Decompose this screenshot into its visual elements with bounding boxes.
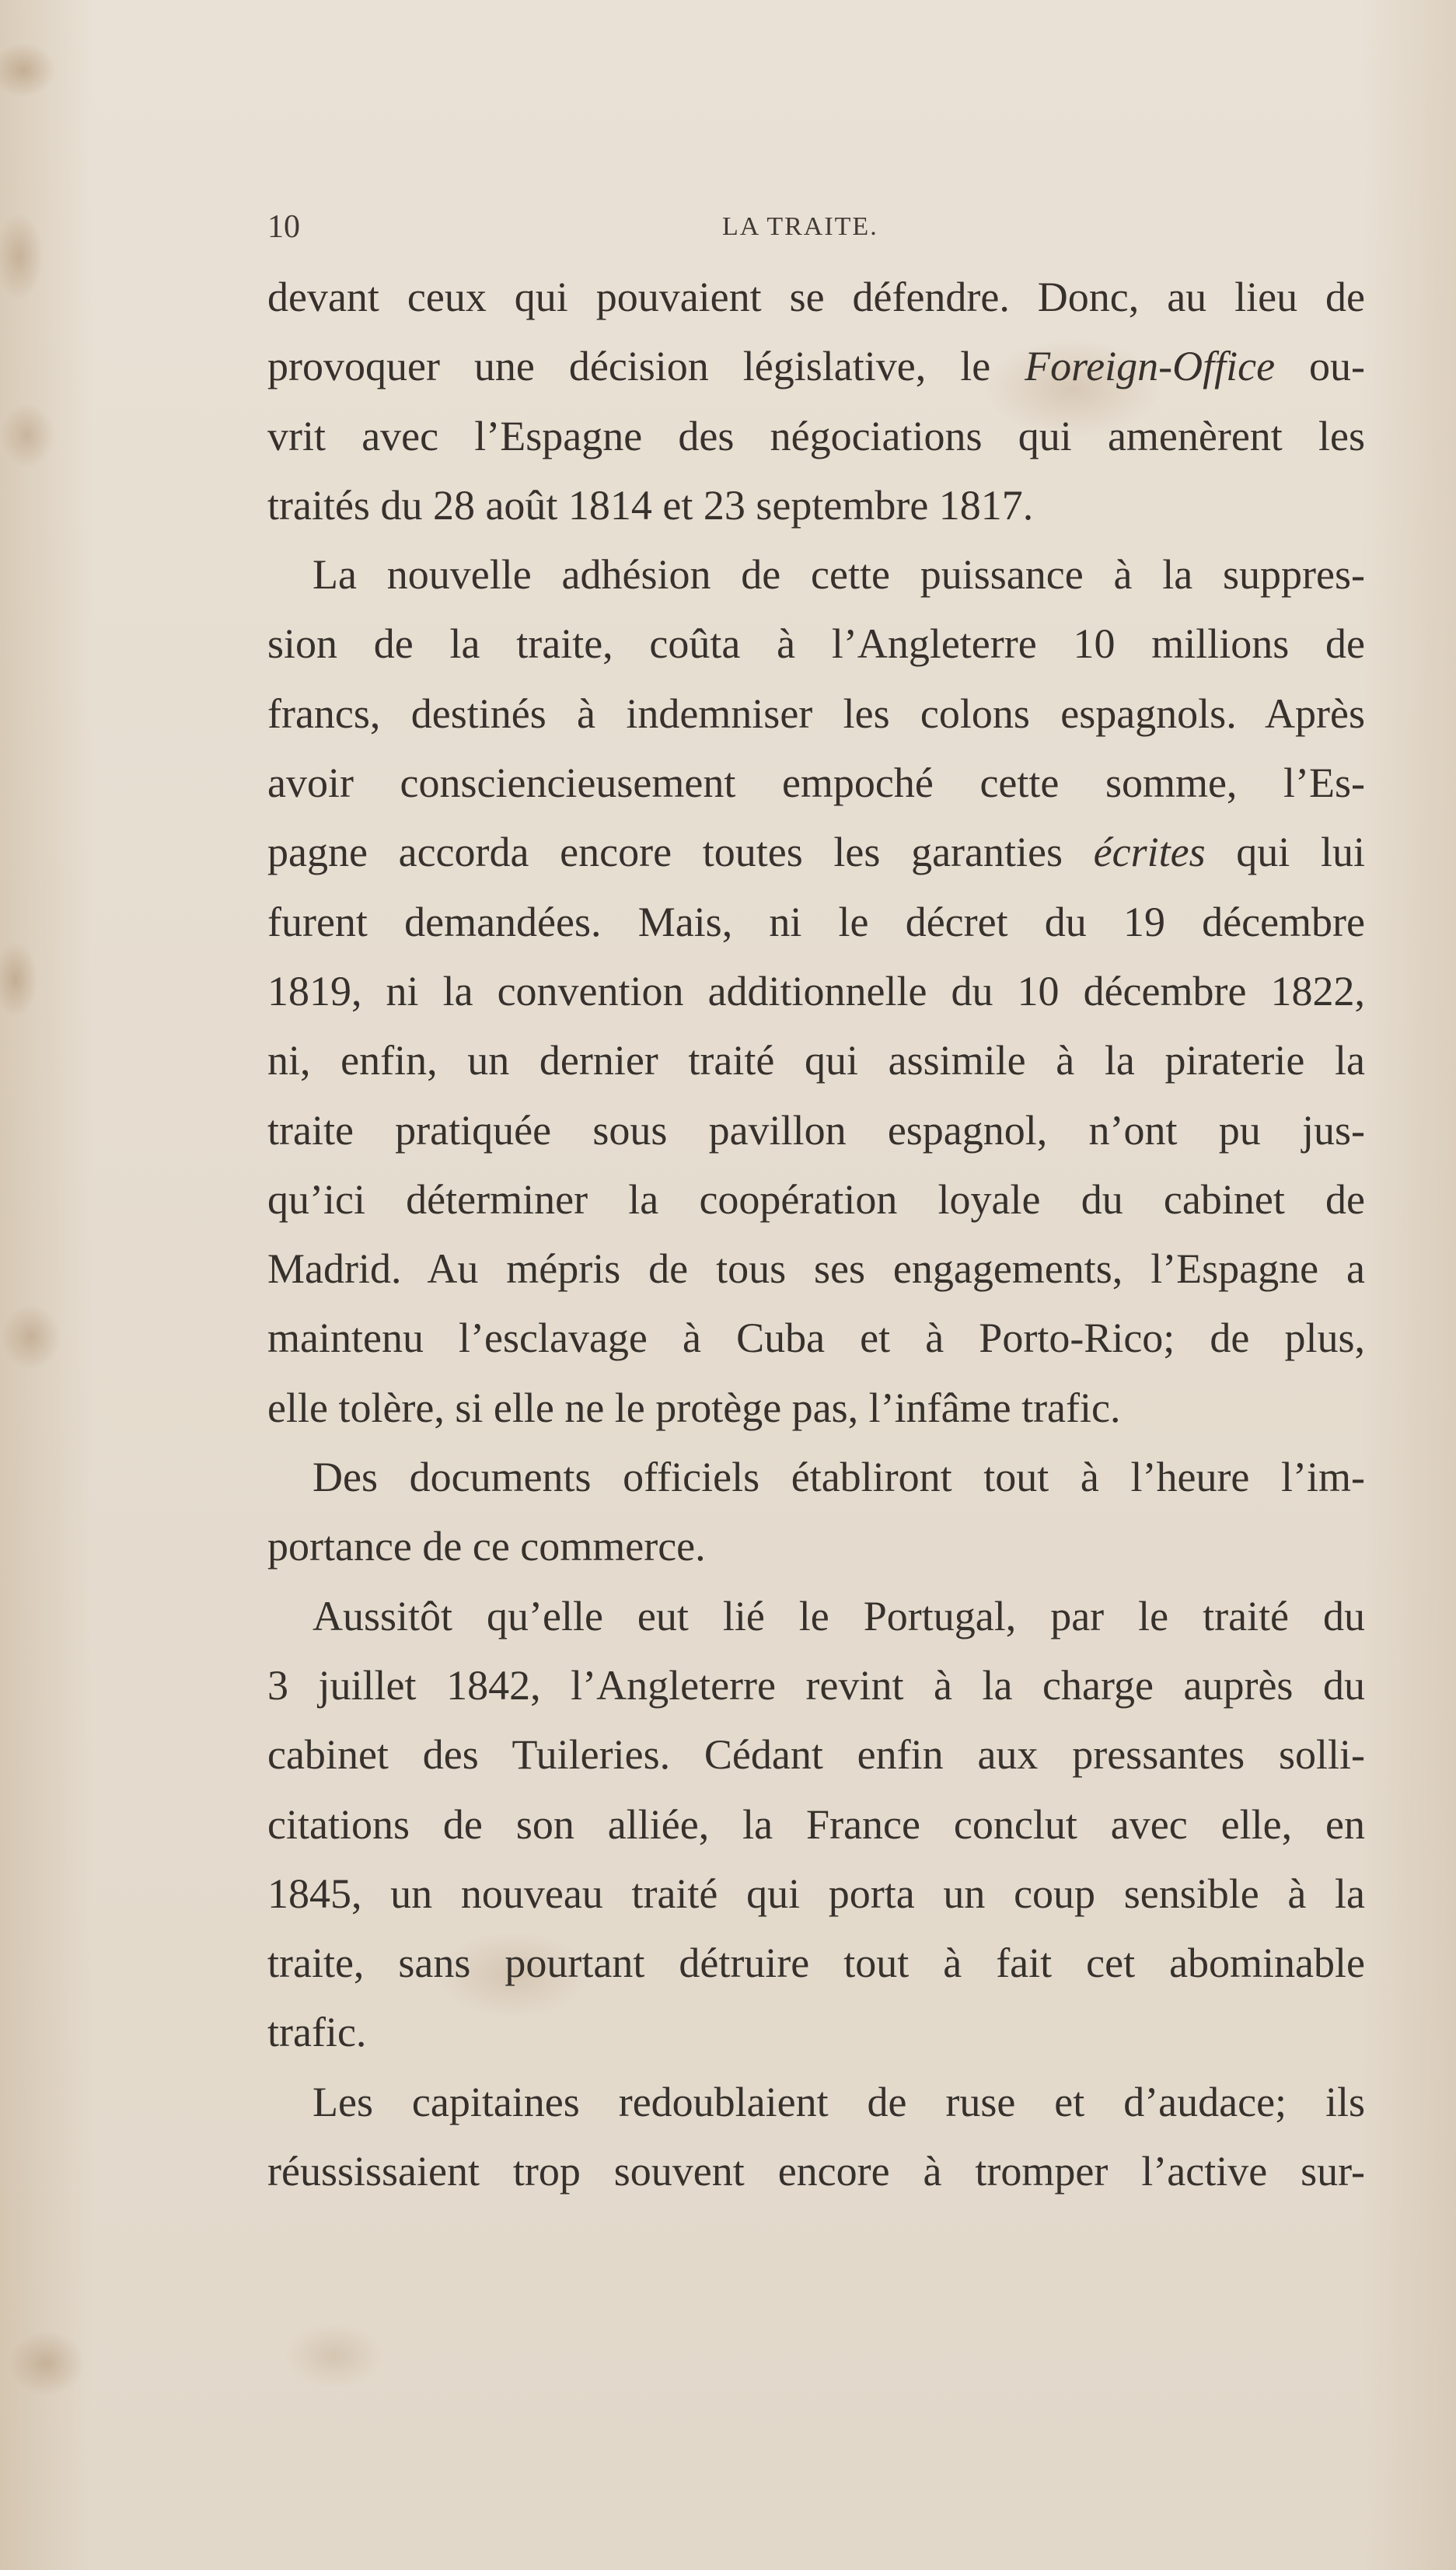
page-number: 10 xyxy=(267,209,300,245)
text-line: sion de la traite, coûta à l’Angleterre 10 millions de xyxy=(267,620,1365,668)
italic-term: écrites xyxy=(1093,829,1206,876)
text-line: Madrid. Au mépris de tous ses engagements, l’Espagne a xyxy=(267,1245,1365,1293)
text-segment: ou- xyxy=(1275,343,1365,390)
text-line: Aussitôt qu’elle eut lié le Portugal, par le traité du xyxy=(312,1592,1365,1639)
text-line: portance de ce commerce. xyxy=(267,1523,706,1570)
text-line: Des documents officiels établiront tout à l’heure l’im- xyxy=(312,1454,1365,1501)
text-line: réussissaient trop souvent encore à tromper l’active sur- xyxy=(267,2148,1365,2195)
text-line: ni, enfin, un dernier traité qui assimile à la piraterie la xyxy=(267,1037,1365,1084)
text-line: furent demandées. Mais, ni le décret du 19 décembre xyxy=(267,898,1365,945)
text-segment: pagne accorda encore toutes les garanties xyxy=(267,829,1094,876)
text-line xyxy=(267,818,1365,887)
text-line xyxy=(267,332,1365,401)
text-line: vrit avec l’Espagne des négociations qui amenèrent les xyxy=(267,412,1365,459)
text-line: maintenu l’esclavage à Cuba et à Porto-Rico; de plus, xyxy=(267,1315,1365,1362)
text-line: 3 juillet 1842, l’Angleterre revint à la charge auprès du xyxy=(267,1661,1365,1709)
text-line: 1845, un nouveau traité qui porta un coup sensible à la xyxy=(267,1870,1365,1917)
running-head xyxy=(267,204,1365,250)
text-segment: qui lui xyxy=(1205,829,1365,876)
text-line: avoir consciencieusement empoché cette somme, l’Es- xyxy=(267,759,1365,807)
text-segment: provoquer une décision législative, le xyxy=(267,343,1025,390)
text-line: traités du 28 août 1814 et 23 septembre 1817. xyxy=(267,481,1034,529)
text-line: traite, sans pourtant détruire tout à fait cet abominable xyxy=(267,1940,1365,1987)
text-line: citations de son alliée, la France conclut avec elle, en xyxy=(267,1800,1365,1848)
text-line: Les capitaines redoublaient de ruse et d’audace; ils xyxy=(312,2078,1365,2125)
text-line: traite pratiquée sous pavillon espagnol, n’ont pu jus- xyxy=(267,1106,1365,1154)
italic-term: Foreign-Office xyxy=(1025,343,1276,390)
running-title: LA TRAITE. xyxy=(722,212,878,241)
text-line: cabinet des Tuileries. Cédant enfin aux pressantes solli- xyxy=(267,1731,1365,1779)
text-line: qu’ici déterminer la coopération loyale du cabinet de xyxy=(267,1175,1365,1223)
text-line: elle tolère, si elle ne le protège pas, l’infâme trafic. xyxy=(267,1384,1121,1431)
text-line: devant ceux qui pouvaient se défendre. Donc, au lieu de xyxy=(267,274,1365,320)
text-line: 1819, ni la convention additionnelle du 10 décembre 1822, xyxy=(267,967,1365,1014)
text-line: francs, destinés à indemniser les colons espagnols. Après xyxy=(267,690,1365,737)
text-line: La nouvelle adhésion de cette puissance à la suppres- xyxy=(312,551,1365,599)
body-text xyxy=(267,263,1365,2206)
text-line: trafic. xyxy=(267,2009,367,2056)
